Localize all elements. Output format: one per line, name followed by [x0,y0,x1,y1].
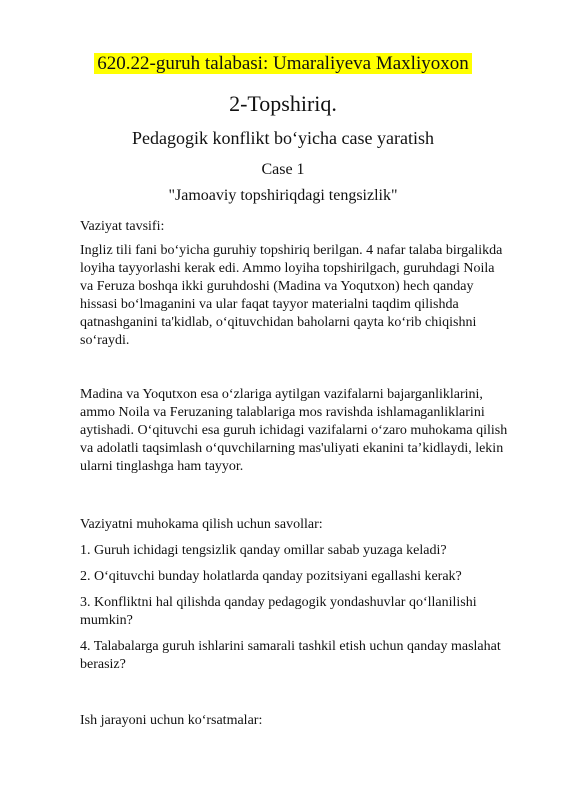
question-item: 3. Konfliktni hal qilishda qanday pedagogik yondashuvlar qo‘llanilishi mumkin? [80,595,477,628]
case-number: Case 1 [261,161,305,178]
situation-label: Vaziyat tavsifi: [80,219,165,234]
question-item: 1. Guruh ichidagi tengsizlik qanday omillar sabab yuzaga keladi? [80,543,447,558]
situation-paragraph-1: Ingliz tili fani bo‘yicha guruhiy topshiriq berilgan. 4 nafar talaba birgalikda loyiha tayyorlashi kerak edi. Ammo loyiha topshirilgach, guruhdagi Noila va Feruza boshqa ikki guruhdoshi (Madina va Yoqutxon) hech qanday hissasi bo‘lmaganini va ular faqat tayyor materialni taqdim qilishda qatnashganini ta'kidlab, o‘qituvchidan baholarni qayta ko‘rib chiqishni so‘raydi. [80,243,503,348]
question-item: 4. Talabalarga guruh ishlarini samarali tashkil etish uchun qanday maslahat berasiz? [80,639,501,672]
question-item: 2. O‘qituvchi bunday holatlarda qanday pozitsiyani egallashi kerak? [80,569,462,584]
assignment-subtitle: Pedagogik konflikt bo‘yicha case yaratish [132,128,434,148]
case-title: "Jamoaviy topshiriqdagi tengsizlik" [168,187,398,204]
student-header [0,52,566,76]
student-name-highlight: 620.22-guruh talabasi: Umaraliyeva Maxliyoxon [94,53,471,74]
situation-paragraph-2: Madina va Yoqutxon esa o‘zlariga aytilgan vazifalarni bajarganliklarini, ammo Noila va Feruzaning talablariga mos ravishda ishlamaganliklarini aytishadi. O‘qituvchi esa guruh ichidagi vazifalarni o‘zaro muhokama qilish va adolatli taqsimlash o‘quvchilarning mas'uliyati ekanini ta’kidlaydi, lekin ularni tinglashga ham tayyor. [80,387,508,474]
assignment-title: 2-Topshiriq. [229,91,337,116]
guidance-label: Ish jarayoni uchun ko‘rsatmalar: [80,713,263,728]
questions-label: Vaziyatni muhokama qilish uchun savollar: [80,517,323,532]
